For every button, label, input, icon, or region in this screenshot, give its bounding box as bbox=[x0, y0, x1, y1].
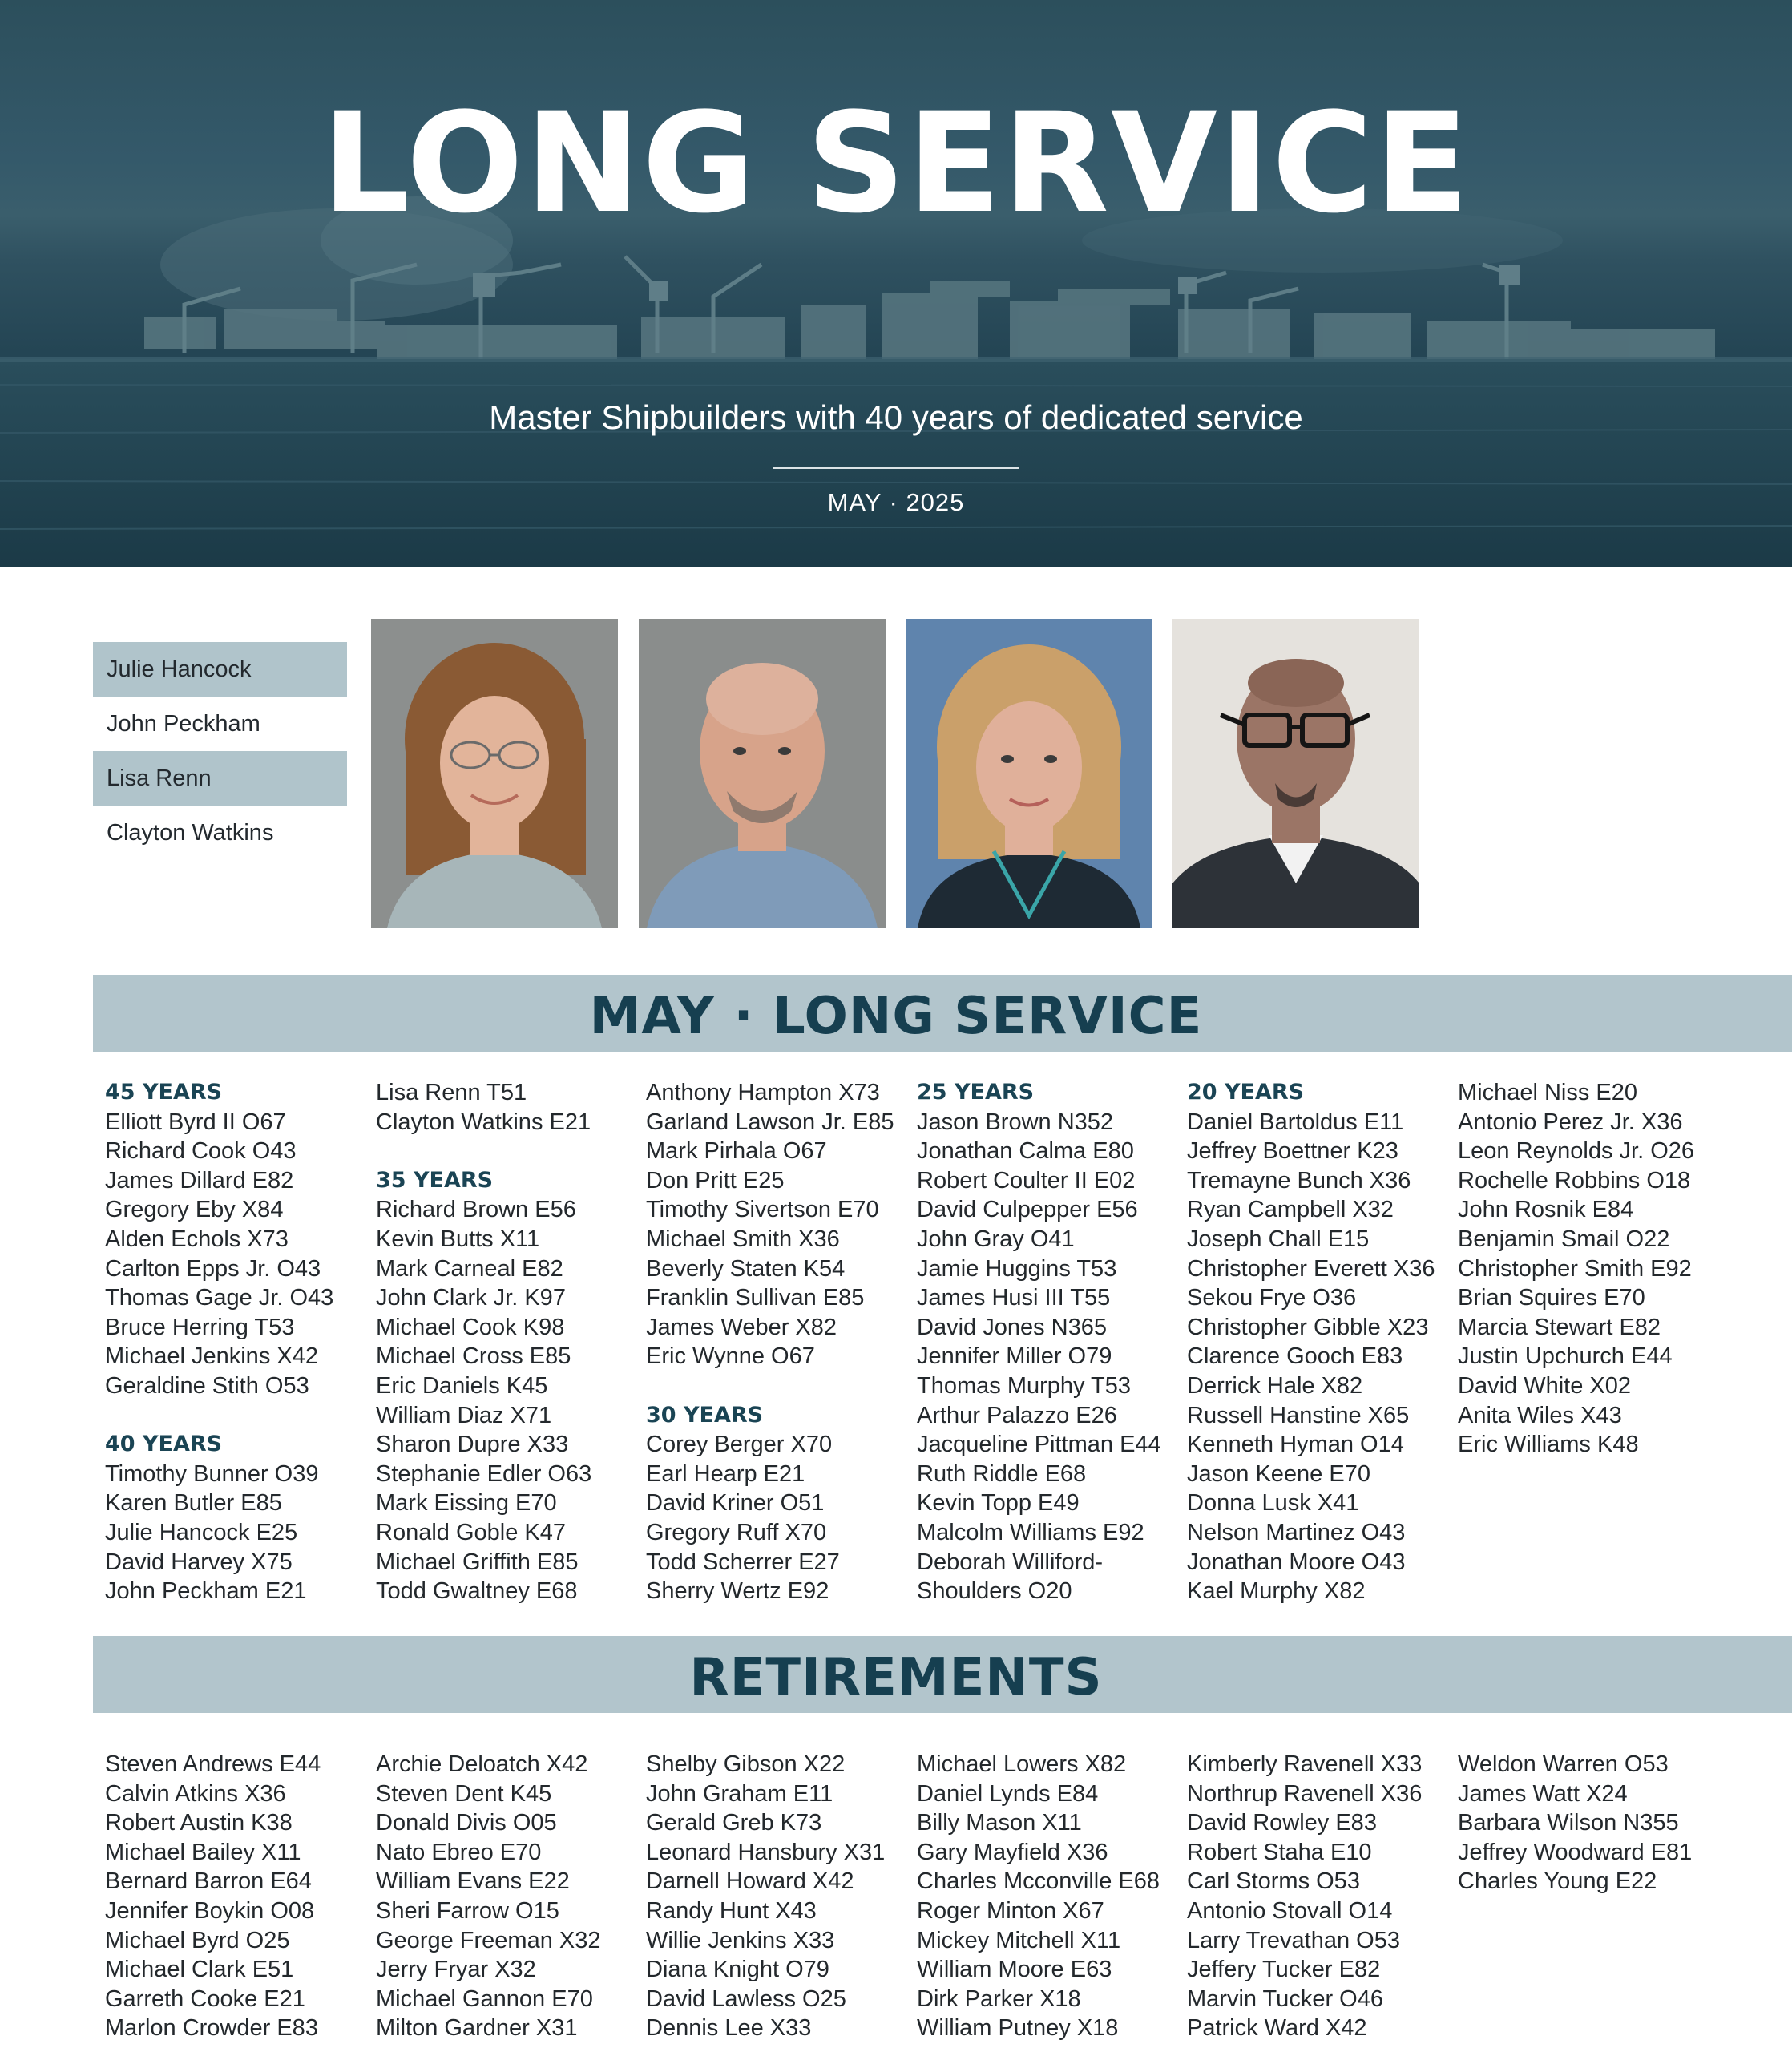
name-entry: Kenneth Hyman O14 bbox=[1187, 1432, 1404, 1458]
name-entry: Benjamin Smail O22 bbox=[1458, 1226, 1670, 1252]
name-entry: Robert Austin K38 bbox=[105, 1810, 293, 1836]
long-service-column bbox=[917, 1078, 1181, 1606]
name-entry: Kevin Topp E49 bbox=[917, 1490, 1080, 1517]
name-entry: George Freeman X32 bbox=[376, 1927, 601, 1953]
name-entry: Derrick Hale X82 bbox=[1187, 1372, 1363, 1399]
name-entry: Gregory Eby X84 bbox=[105, 1197, 284, 1223]
name-entry: Randy Hunt X43 bbox=[646, 1897, 817, 1924]
name-entry: Donald Divis O05 bbox=[376, 1810, 557, 1836]
name-entry: Michael Byrd O25 bbox=[105, 1927, 290, 1953]
long-service-column bbox=[376, 1078, 640, 1606]
name-entry: Thomas Gage Jr. O43 bbox=[105, 1285, 334, 1311]
honoree-photo bbox=[371, 619, 618, 928]
name-entry: Leonard Hansbury X31 bbox=[646, 1839, 886, 1865]
name-entry: Stephanie Edler O63 bbox=[376, 1460, 592, 1487]
section-title-retirements: RETIREMENTS bbox=[689, 1648, 1103, 1707]
name-entry: Nelson Martinez O43 bbox=[1187, 1519, 1406, 1545]
name-entry: Anthony Hampton X73 bbox=[646, 1080, 880, 1105]
name-entry: Jacqueline Pittman E44 bbox=[917, 1432, 1161, 1458]
name-entry: Michael Bailey X11 bbox=[105, 1839, 301, 1865]
name-entry: James Weber X82 bbox=[646, 1314, 837, 1340]
divider bbox=[773, 467, 1019, 469]
retirements-column bbox=[376, 1750, 640, 2043]
name-entry: John Rosnik E84 bbox=[1458, 1197, 1634, 1223]
name-entry: Sherry Wertz E92 bbox=[646, 1578, 829, 1605]
years-heading: 25 YEARS bbox=[917, 1080, 1035, 1105]
name-entry: William Evans E22 bbox=[376, 1868, 570, 1895]
honoree-name-list bbox=[93, 642, 347, 860]
name-entry: David Harvey X75 bbox=[105, 1549, 293, 1575]
name-entry: Elliott Byrd II O67 bbox=[105, 1109, 286, 1135]
retirements-column bbox=[1187, 1750, 1451, 2043]
name-entry: Malcolm Williams E92 bbox=[917, 1519, 1144, 1545]
name-entry: Jeffrey Woodward E81 bbox=[1458, 1839, 1693, 1865]
name-entry: Donna Lusk X41 bbox=[1187, 1490, 1359, 1517]
years-heading: 40 YEARS bbox=[105, 1432, 223, 1457]
name-entry: Russell Hanstine X65 bbox=[1187, 1402, 1410, 1428]
name-entry: Charles Young E22 bbox=[1458, 1868, 1657, 1895]
name-entry: Diana Knight O79 bbox=[646, 1957, 829, 1983]
long-service-column bbox=[1187, 1078, 1451, 1606]
name-entry: Christopher Everett X36 bbox=[1187, 1255, 1435, 1282]
name-entry: Jennifer Miller O79 bbox=[917, 1343, 1112, 1370]
name-entry: Christopher Gibble X23 bbox=[1187, 1314, 1429, 1340]
name-entry: Alden Echols X73 bbox=[105, 1226, 289, 1252]
name-entry: James Watt X24 bbox=[1458, 1780, 1628, 1807]
name-entry: Gerald Greb K73 bbox=[646, 1810, 822, 1836]
honoree-photo bbox=[906, 619, 1152, 928]
name-entry: Carl Storms O53 bbox=[1187, 1868, 1360, 1895]
name-entry: Jennifer Boykin O08 bbox=[105, 1897, 315, 1924]
spacer bbox=[376, 1137, 640, 1166]
name-entry: Ruth Riddle E68 bbox=[917, 1460, 1087, 1487]
name-entry: Sheri Farrow O15 bbox=[376, 1897, 559, 1924]
name-entry: Larry Trevathan O53 bbox=[1187, 1927, 1400, 1953]
honoree-name: John Peckham bbox=[107, 710, 260, 737]
name-entry: Christopher Smith E92 bbox=[1458, 1255, 1692, 1282]
name-entry: David Jones N365 bbox=[917, 1314, 1107, 1340]
name-entry: Richard Brown E56 bbox=[376, 1197, 576, 1223]
name-entry: Roger Minton X67 bbox=[917, 1897, 1104, 1924]
retirements-column bbox=[646, 1750, 910, 2043]
name-entry: Darnell Howard X42 bbox=[646, 1868, 854, 1895]
name-entry: Sekou Frye O36 bbox=[1187, 1285, 1357, 1311]
name-entry: Barbara Wilson N355 bbox=[1458, 1810, 1679, 1836]
name-entry: John Clark Jr. K97 bbox=[376, 1285, 566, 1311]
name-entry: Michael Gannon E70 bbox=[376, 1985, 593, 2012]
name-entry: Steven Dent K45 bbox=[376, 1780, 552, 1807]
retirements-column bbox=[105, 1750, 369, 2043]
name-entry: Mark Carneal E82 bbox=[376, 1255, 563, 1282]
name-entry: Garland Lawson Jr. E85 bbox=[646, 1109, 894, 1135]
name-entry: James Husi III T55 bbox=[917, 1285, 1111, 1311]
name-entry: Garreth Cooke E21 bbox=[105, 1985, 305, 2012]
name-entry: Northrup Ravenell X36 bbox=[1187, 1780, 1423, 1807]
name-entry: Shoulders O20 bbox=[917, 1578, 1072, 1605]
name-entry: Jerry Fryar X32 bbox=[376, 1957, 536, 1983]
name-entry: Archie Deloatch X42 bbox=[376, 1751, 588, 1777]
name-entry: William Putney X18 bbox=[917, 2015, 1119, 2042]
name-entry: Carlton Epps Jr. O43 bbox=[105, 1255, 321, 1282]
name-entry: Mark Pirhala O67 bbox=[646, 1138, 827, 1165]
name-entry: Jeffrey Boettner K23 bbox=[1187, 1138, 1398, 1165]
name-entry: Milton Gardner X31 bbox=[376, 2015, 578, 2042]
name-entry: Clarence Gooch E83 bbox=[1187, 1343, 1403, 1370]
name-entry: David White X02 bbox=[1458, 1372, 1631, 1399]
name-entry: Todd Scherrer E27 bbox=[646, 1549, 840, 1575]
name-entry: Thomas Murphy T53 bbox=[917, 1372, 1132, 1399]
name-entry: Eric Wynne O67 bbox=[646, 1343, 815, 1370]
name-entry: Daniel Lynds E84 bbox=[917, 1780, 1099, 1807]
name-entry: Mickey Mitchell X11 bbox=[917, 1927, 1121, 1953]
issue-date: MAY · 2025 bbox=[827, 488, 965, 516]
name-entry: John Peckham E21 bbox=[105, 1578, 307, 1605]
name-entry: Weldon Warren O53 bbox=[1458, 1751, 1669, 1777]
honoree-name: Lisa Renn bbox=[93, 751, 347, 806]
name-entry: Richard Cook O43 bbox=[105, 1138, 297, 1165]
name-entry: Michael Niss E20 bbox=[1458, 1080, 1638, 1105]
name-entry: Ryan Campbell X32 bbox=[1187, 1197, 1394, 1223]
name-entry: Julie Hancock E25 bbox=[105, 1519, 298, 1545]
honoree-photo bbox=[1172, 619, 1419, 928]
name-entry: Ronald Goble K47 bbox=[376, 1519, 566, 1545]
spacer bbox=[646, 1371, 910, 1401]
name-entry: Marlon Crowder E83 bbox=[105, 2015, 318, 2042]
name-entry: Don Pritt E25 bbox=[646, 1167, 785, 1194]
name-entry: William Moore E63 bbox=[917, 1957, 1112, 1983]
name-entry: Michael Griffith E85 bbox=[376, 1549, 579, 1575]
name-entry: Jamie Huggins T53 bbox=[917, 1255, 1117, 1282]
name-entry: Shelby Gibson X22 bbox=[646, 1751, 846, 1777]
years-heading: 20 YEARS bbox=[1187, 1080, 1305, 1105]
years-heading: 35 YEARS bbox=[376, 1167, 494, 1193]
name-entry: Joseph Chall E15 bbox=[1187, 1226, 1370, 1252]
name-entry: Dirk Parker X18 bbox=[917, 1985, 1081, 2012]
page-title: LONG SERVICE bbox=[321, 83, 1471, 244]
name-entry: Steven Andrews E44 bbox=[105, 1751, 321, 1777]
name-entry: Timothy Bunner O39 bbox=[105, 1460, 319, 1487]
name-entry: Mark Eissing E70 bbox=[376, 1490, 557, 1517]
name-entry: Bernard Barron E64 bbox=[105, 1868, 312, 1895]
name-entry: William Diaz X71 bbox=[376, 1402, 552, 1428]
long-service-column bbox=[1458, 1078, 1722, 1460]
name-entry: Billy Mason X11 bbox=[917, 1810, 1082, 1836]
name-entry: Robert Coulter II E02 bbox=[917, 1167, 1136, 1194]
name-entry: Charles Mcconville E68 bbox=[917, 1868, 1160, 1895]
name-entry: Dennis Lee X33 bbox=[646, 2015, 812, 2042]
name-entry: Sharon Dupre X33 bbox=[376, 1432, 569, 1458]
name-entry: Kimberly Ravenell X33 bbox=[1187, 1751, 1423, 1777]
name-entry: Robert Staha E10 bbox=[1187, 1839, 1372, 1865]
name-entry: Willie Jenkins X33 bbox=[646, 1927, 835, 1953]
name-entry: Clayton Watkins E21 bbox=[376, 1109, 591, 1135]
name-entry: Earl Hearp E21 bbox=[646, 1460, 805, 1487]
name-entry: Eric Daniels K45 bbox=[376, 1372, 548, 1399]
name-entry: Jason Brown N352 bbox=[917, 1109, 1114, 1135]
honoree-photo bbox=[639, 619, 886, 928]
name-entry: Brian Squires E70 bbox=[1458, 1285, 1645, 1311]
retirements-column bbox=[917, 1750, 1181, 2043]
page-subtitle: Master Shipbuilders with 40 years of dedicated service bbox=[489, 398, 1303, 436]
honoree-name: Clayton Watkins bbox=[107, 819, 274, 846]
name-entry: Geraldine Stith O53 bbox=[105, 1372, 309, 1399]
name-entry: John Gray O41 bbox=[917, 1226, 1075, 1252]
name-entry: Todd Gwaltney E68 bbox=[376, 1578, 578, 1605]
name-entry: Lisa Renn T51 bbox=[376, 1080, 527, 1105]
name-entry: Michael Lowers X82 bbox=[917, 1751, 1127, 1777]
name-entry: Antonio Stovall O14 bbox=[1187, 1897, 1393, 1924]
name-entry: Eric Williams K48 bbox=[1458, 1432, 1639, 1458]
name-entry: Michael Cross E85 bbox=[376, 1343, 571, 1370]
name-entry: Karen Butler E85 bbox=[105, 1490, 282, 1517]
name-entry: Marcia Stewart E82 bbox=[1458, 1314, 1661, 1340]
name-entry: Jonathan Calma E80 bbox=[917, 1138, 1134, 1165]
section-title-long-service: MAY · LONG SERVICE bbox=[589, 987, 1203, 1046]
long-service-column bbox=[646, 1078, 910, 1606]
name-entry: David Lawless O25 bbox=[646, 1985, 846, 2012]
name-entry: Michael Cook K98 bbox=[376, 1314, 565, 1340]
name-entry: Antonio Perez Jr. X36 bbox=[1458, 1109, 1683, 1135]
hero-banner bbox=[0, 0, 1792, 567]
name-entry: Kael Murphy X82 bbox=[1187, 1578, 1366, 1605]
honoree-name: Julie Hancock bbox=[93, 642, 347, 697]
name-entry: Michael Jenkins X42 bbox=[105, 1343, 318, 1370]
name-entry: Beverly Staten K54 bbox=[646, 1255, 846, 1282]
retirements-column bbox=[1458, 1750, 1722, 1896]
name-entry: Deborah Williford- bbox=[917, 1549, 1104, 1575]
name-entry: Marvin Tucker O46 bbox=[1187, 1985, 1383, 2012]
name-entry: Tremayne Bunch X36 bbox=[1187, 1167, 1411, 1194]
name-entry: David Culpepper E56 bbox=[917, 1197, 1138, 1223]
name-entry: Leon Reynolds Jr. O26 bbox=[1458, 1138, 1695, 1165]
name-entry: Bruce Herring T53 bbox=[105, 1314, 295, 1340]
name-entry: Corey Berger X70 bbox=[646, 1432, 833, 1458]
years-heading: 45 YEARS bbox=[105, 1080, 223, 1105]
name-entry: Jonathan Moore O43 bbox=[1187, 1549, 1406, 1575]
name-entry: Gregory Ruff X70 bbox=[646, 1519, 827, 1545]
name-entry: David Kriner O51 bbox=[646, 1490, 825, 1517]
name-entry: Franklin Sullivan E85 bbox=[646, 1285, 865, 1311]
name-entry: Calvin Atkins X36 bbox=[105, 1780, 286, 1807]
name-entry: Michael Clark E51 bbox=[105, 1957, 294, 1983]
long-service-column bbox=[105, 1078, 369, 1606]
name-entry: Anita Wiles X43 bbox=[1458, 1402, 1622, 1428]
name-entry: Justin Upchurch E44 bbox=[1458, 1343, 1673, 1370]
name-entry: Rochelle Robbins O18 bbox=[1458, 1167, 1691, 1194]
name-entry: Nato Ebreo E70 bbox=[376, 1839, 542, 1865]
name-entry: Timothy Sivertson E70 bbox=[646, 1197, 879, 1223]
spacer bbox=[105, 1401, 369, 1431]
name-entry: David Rowley E83 bbox=[1187, 1810, 1377, 1836]
name-entry: Jason Keene E70 bbox=[1187, 1460, 1370, 1487]
years-heading: 30 YEARS bbox=[646, 1402, 764, 1428]
name-entry: Arthur Palazzo E26 bbox=[917, 1402, 1117, 1428]
name-entry: Gary Mayfield X36 bbox=[917, 1839, 1108, 1865]
name-entry: James Dillard E82 bbox=[105, 1167, 294, 1194]
name-entry: Jeffery Tucker E82 bbox=[1187, 1957, 1381, 1983]
name-entry: John Graham E11 bbox=[646, 1780, 833, 1807]
name-entry: Daniel Bartoldus E11 bbox=[1187, 1109, 1404, 1135]
name-entry: Michael Smith X36 bbox=[646, 1226, 840, 1252]
name-entry: Kevin Butts X11 bbox=[376, 1226, 540, 1252]
name-entry: Patrick Ward X42 bbox=[1187, 2015, 1367, 2042]
